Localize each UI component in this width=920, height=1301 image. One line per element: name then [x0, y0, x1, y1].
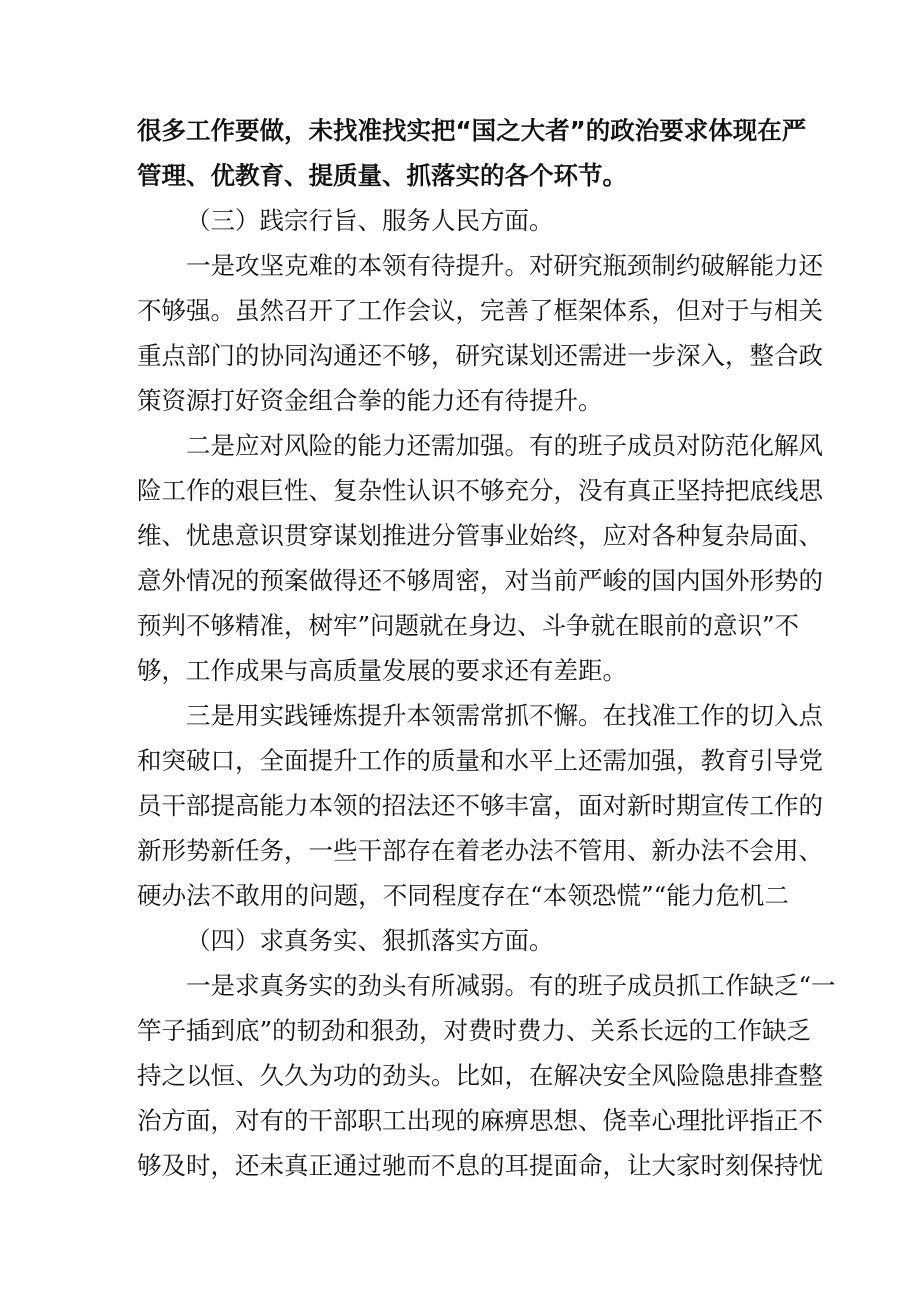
paragraph-line: 管理、优教育、提质量、抓落实的各个环节。 [137, 161, 627, 190]
paragraph-line: 很多工作要做，未找准找实把“国之大者”的政治要求体现在严 [137, 116, 807, 145]
paragraph-line: 竿子插到底”的韧劲和狠劲，对费时费力、关系长远的工作缺乏 [137, 1016, 812, 1045]
paragraph-line: 治方面，对有的干部职工出现的麻痹思想、侥幸心理批评指正不 [137, 1106, 823, 1135]
paragraph-line: 一是攻坚克难的本领有待提升。对研究瓶颈制约破解能力还 [186, 251, 823, 280]
paragraph-line: 够，工作成果与高质量发展的要求还有差距。 [137, 656, 627, 685]
paragraph-line: 和突破口，全面提升工作的质量和水平上还需加强，教育引导党 [137, 746, 823, 775]
paragraph-line: 重点部门的协同沟通还不够，研究谋划还需进一步深入，整合政 [137, 341, 823, 370]
section-heading: （三）践宗行旨、服务人民方面。 [186, 206, 554, 235]
paragraph-line: 够及时，还未真正通过驰而不息的耳提面命，让大家时刻保持忧 [137, 1151, 823, 1180]
paragraph-line: 策资源打好资金组合拳的能力还有待提升。 [137, 386, 603, 415]
paragraph-line: 不够强。虽然召开了工作会议，完善了框架体系，但对于与相关 [137, 296, 823, 325]
paragraph-line: 新形势新任务，一些干部存在着老办法不管用、新办法不会用、 [137, 836, 823, 865]
paragraph-line: 险工作的艰巨性、复杂性认识不够充分，没有真正坚持把底线思 [137, 476, 823, 505]
paragraph-line: 一是求真务实的劲头有所减弱。有的班子成员抓工作缺乏“一 [186, 971, 836, 1000]
paragraph-line: 二是应对风险的能力还需加强。有的班子成员对防范化解风 [186, 431, 823, 460]
paragraph-line: 三是用实践锤炼提升本领需常抓不懈。在找准工作的切入点 [186, 701, 823, 730]
paragraph-line: 员干部提高能力本领的招法还不够丰富，面对新时期宣传工作的 [137, 791, 823, 820]
paragraph-line: 维、忧患意识贯穿谋划推进分管事业始终，应对各种复杂局面、 [137, 521, 823, 550]
paragraph-line: 意外情况的预案做得还不够周密，对当前严峻的国内国外形势的 [137, 566, 823, 595]
section-heading: （四）求真务实、狠抓落实方面。 [186, 926, 554, 955]
paragraph-line: 持之以恒、久久为功的劲头。比如，在解决安全风险隐患排查整 [137, 1061, 823, 1090]
paragraph-line: 硬办法不敢用的问题，不同程度存在“本领恐慌”“能力危机二 [137, 881, 789, 910]
paragraph-line: 预判不够精准，树牢”问题就在身边、斗争就在眼前的意识”不 [137, 611, 800, 640]
